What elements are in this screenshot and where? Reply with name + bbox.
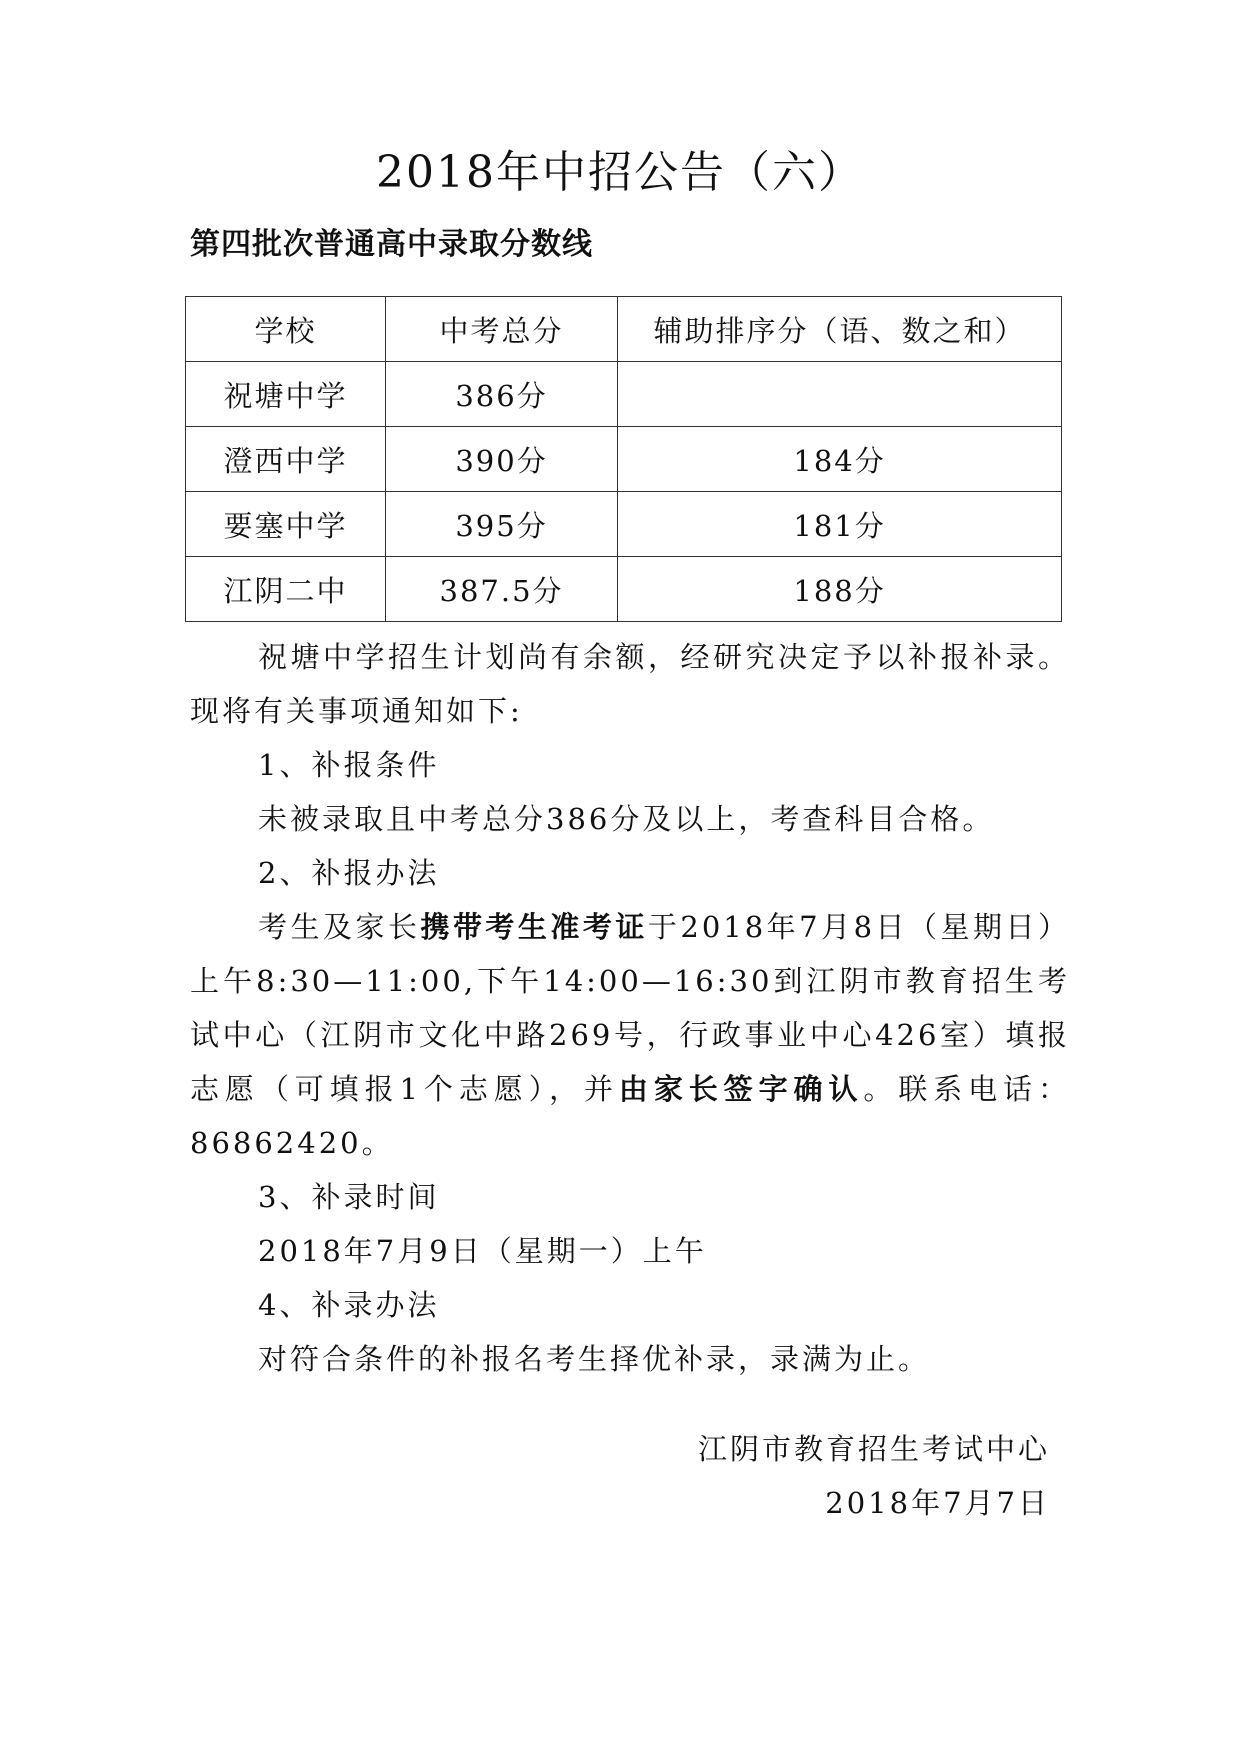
cell-total: 387.5分: [385, 557, 617, 622]
emphasis-parent-signature: 由家长签字确认: [618, 1072, 864, 1106]
header-total-score: 中考总分: [385, 297, 617, 362]
table-row: [186, 362, 1062, 427]
cell-school: 澄西中学: [186, 427, 386, 492]
cell-total: 395分: [385, 492, 617, 557]
section-2-text: [190, 900, 1070, 1170]
header-aux-score: 辅助排序分（语、数之和）: [618, 297, 1062, 362]
table-row: [186, 427, 1062, 492]
section-subtitle: 第四批次普通高中录取分数线: [190, 227, 593, 262]
cell-aux: 181分: [618, 492, 1062, 557]
table-row: [186, 492, 1062, 557]
table-header-row: [186, 297, 1062, 362]
score-table: [185, 296, 1062, 622]
cell-school: 要塞中学: [186, 492, 386, 557]
notice-body: [190, 630, 1070, 1386]
cell-aux: 184分: [618, 427, 1062, 492]
cell-school: 江阴二中: [186, 557, 386, 622]
table-row: [186, 557, 1062, 622]
section-3-text: 2018年7月9日（星期一）上午: [258, 1234, 707, 1268]
section-1-text: 未被录取且中考总分386分及以上，考查科目合格。: [258, 802, 995, 836]
section-1-heading: 1、补报条件: [258, 748, 440, 782]
signature-block: [698, 1422, 1050, 1530]
cell-total: 390分: [385, 427, 617, 492]
signature-date: 2018年7月7日: [825, 1486, 1050, 1520]
notice-intro: 祝塘中学招生计划尚有余额，经研究决定予以补报补录。现将有关事项通知如下:: [190, 640, 1070, 728]
section-2-heading: 2、补报办法: [258, 856, 440, 890]
cell-school: 祝塘中学: [186, 362, 386, 427]
section-4-heading: 4、补录办法: [258, 1288, 440, 1322]
page-title: 2018年中招公告（六）: [376, 147, 864, 198]
header-school: 学校: [186, 297, 386, 362]
signature-org: 江阴市教育招生考试中心: [697, 1432, 1050, 1466]
emphasis-admission-ticket: 携带考生准考证: [420, 910, 648, 944]
section-3-heading: 3、补录时间: [258, 1180, 440, 1214]
cell-total: 386分: [385, 362, 617, 427]
section-2-text-a: 考生及家长: [258, 910, 421, 944]
section-2-text-c: 。联系电话：86862420。: [190, 1072, 1070, 1160]
cell-aux: [618, 362, 1062, 427]
cell-aux: 188分: [618, 557, 1062, 622]
section-4-text: 对符合条件的补报名考生择优补录，录满为止。: [258, 1342, 931, 1376]
section-2-text-b: 于2018年7月8日（星期日）上午8:30—11:00,下午14:00—16:30到江阴市教育招生考试中心（江阴市文化中路269号，行政事业中心426室）填报志愿（可填报1个志愿），并: [190, 910, 1070, 1106]
